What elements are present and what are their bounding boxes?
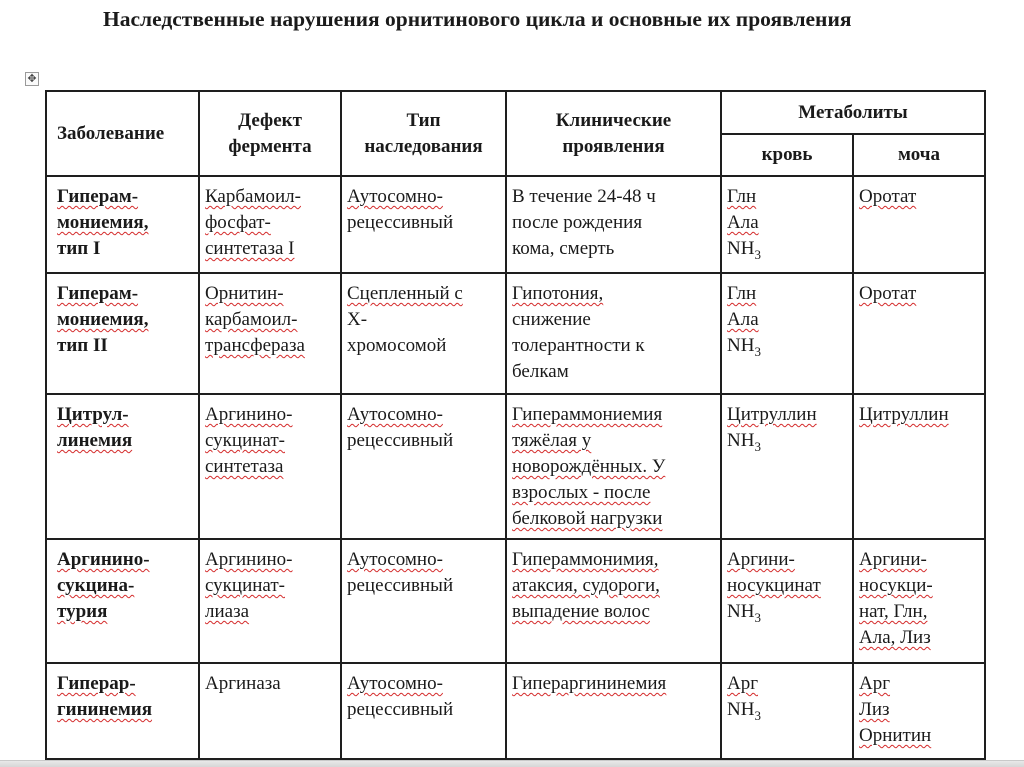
cell-inheritance (341, 273, 506, 394)
cell-line (57, 333, 193, 359)
cell-line (205, 333, 335, 359)
cell-text: носукци- (859, 575, 933, 596)
cell-text: мониемия, (57, 212, 149, 233)
cell-clinical (506, 394, 721, 539)
cell-text: Оротат (859, 283, 917, 304)
cell-line (727, 547, 847, 573)
cell-line (57, 697, 193, 723)
table-row (46, 176, 985, 273)
cell-line (57, 281, 193, 307)
cell-enzyme (199, 176, 341, 273)
cell-line (57, 428, 193, 454)
cell-line (859, 723, 979, 749)
cell-text: Аргиназа (205, 673, 281, 694)
cell-text: трансфераза (205, 335, 305, 356)
cell-line (347, 333, 500, 359)
cell-text: Гипераммонимия, (512, 549, 659, 570)
cell-line (512, 184, 715, 210)
cell-line (57, 671, 193, 697)
cell-text: кома, смерть (512, 238, 615, 259)
cell-text: лиаза (205, 601, 250, 622)
cell-text: рецессивный (347, 699, 454, 720)
table-row (46, 539, 985, 663)
cell-urine (853, 176, 985, 273)
header-enzyme-defect: Дефект фермента (199, 91, 341, 176)
cell-blood (721, 663, 853, 759)
cell-line (57, 236, 193, 262)
header-inheritance-type: Тип наследования (341, 91, 506, 176)
cell-blood (721, 394, 853, 539)
cell-line (727, 281, 847, 307)
cell-line (727, 402, 847, 428)
header-clinical-signs: Клинические проявления (506, 91, 721, 176)
cell-line (859, 547, 979, 573)
cell-line (57, 184, 193, 210)
window-bottom-edge (0, 760, 1024, 767)
cell-text: новорождённых. У (512, 456, 666, 477)
cell-text: Глн (727, 186, 757, 207)
cell-text: толерантности к (512, 335, 645, 356)
header-metabolites: Метаболиты (721, 91, 985, 134)
cell-text: Аутосомно- (347, 404, 443, 425)
cell-line (859, 573, 979, 599)
cell-text: Карбамоил- (205, 186, 301, 207)
cell-disease (46, 539, 199, 663)
cell-line (727, 210, 847, 236)
cell-text: Ала (727, 212, 759, 233)
cell-text: атаксия, судороги, (512, 575, 660, 596)
cell-line (205, 428, 335, 454)
cell-line (727, 671, 847, 697)
cell-blood (721, 176, 853, 273)
cell-line (512, 671, 715, 697)
cell-line (512, 480, 715, 506)
cell-text: нат, Глн, (859, 601, 928, 622)
cell-text: Гиперам- (57, 283, 139, 304)
cell-clinical (506, 663, 721, 759)
cell-enzyme (199, 273, 341, 394)
cell-line: $NH_3$ (727, 699, 761, 723)
cell-line (512, 402, 715, 428)
cell-line (512, 281, 715, 307)
cell-line (859, 625, 979, 651)
cell-line: $NH_3$ (727, 601, 761, 625)
cell-inheritance (341, 394, 506, 539)
header-blood: кровь (721, 134, 853, 176)
cell-line (205, 573, 335, 599)
cell-text: снижение (512, 309, 591, 330)
cell-enzyme (199, 394, 341, 539)
cell-text: взрослых - после (512, 482, 651, 503)
cell-text: Аутосомно- (347, 673, 443, 694)
cell-text: Х- (347, 309, 368, 330)
table-row (46, 273, 985, 394)
cell-text: турия (57, 601, 108, 622)
cell-blood (721, 539, 853, 663)
cell-line (859, 402, 979, 428)
cell-disease (46, 394, 199, 539)
cell-line (57, 210, 193, 236)
cell-text: Цитрул- (57, 404, 129, 425)
cell-line (347, 547, 500, 573)
cell-line (512, 333, 715, 359)
cell-text: тяжёлая у (512, 430, 592, 451)
cell-text: белковой нагрузки (512, 508, 663, 529)
cell-text: фосфат- (205, 212, 271, 233)
cell-line: $NH_3$ (727, 430, 761, 454)
cell-line (57, 547, 193, 573)
cell-enzyme (199, 663, 341, 759)
cell-text: сукцинат- (205, 575, 285, 596)
cell-line (57, 402, 193, 428)
cell-line (347, 307, 500, 333)
cell-text: Гиперам- (57, 186, 139, 207)
cell-line (205, 184, 335, 210)
cell-text: Гиперар- (57, 673, 136, 694)
ornithine-cycle-table (45, 90, 986, 760)
cell-text: гининемия (57, 699, 153, 720)
cell-text: Орнитин (859, 725, 932, 746)
cell-disease (46, 176, 199, 273)
cell-line: $NH_3$ (727, 238, 761, 262)
cell-inheritance (341, 663, 506, 759)
cell-line (512, 573, 715, 599)
cell-text: Лиз (859, 699, 890, 720)
cell-text: Глн (727, 283, 757, 304)
cell-line (347, 402, 500, 428)
cell-text: Орнитин- (205, 283, 284, 304)
cell-urine (853, 394, 985, 539)
cell-text: мониемия, (57, 309, 149, 330)
cell-text: Гипотония, (512, 283, 604, 304)
cell-line (859, 599, 979, 625)
header-disease: Заболевание (46, 91, 199, 176)
cell-text: рецессивный (347, 212, 454, 233)
cell-urine (853, 273, 985, 394)
cell-text: носукцинат (727, 575, 821, 596)
cell-disease (46, 663, 199, 759)
cell-line (57, 599, 193, 625)
cell-line (859, 184, 979, 210)
cell-line (57, 573, 193, 599)
cell-text: сукцинат- (205, 430, 285, 451)
cell-line (347, 184, 500, 210)
cell-text: тип II (57, 335, 108, 356)
cell-text: карбамоил- (205, 309, 298, 330)
cell-text: Цитруллин (859, 404, 949, 425)
cell-text: В течение 24-48 ч (512, 186, 656, 207)
cell-clinical (506, 176, 721, 273)
cell-line (512, 454, 715, 480)
cell-text: Аргини- (859, 549, 927, 570)
table-move-handle-icon[interactable]: ✥ (25, 72, 39, 86)
cell-text: сукцина- (57, 575, 135, 596)
cell-line (347, 210, 500, 236)
cell-line (512, 236, 715, 262)
cell-text: после рождения (512, 212, 643, 233)
cell-line (859, 281, 979, 307)
cell-line (859, 671, 979, 697)
cell-line (727, 573, 847, 599)
cell-text: рецессивный (347, 430, 454, 451)
cell-line (512, 359, 715, 385)
cell-line (205, 454, 335, 480)
cell-line (512, 599, 715, 625)
cell-line (205, 599, 335, 625)
cell-text: Ала (727, 309, 759, 330)
cell-line (347, 428, 500, 454)
cell-line (512, 307, 715, 333)
cell-line (512, 428, 715, 454)
cell-text: Арг (859, 673, 891, 694)
cell-enzyme (199, 539, 341, 663)
cell-line (205, 547, 335, 573)
cell-line (205, 281, 335, 307)
cell-text: Аргинино- (57, 549, 150, 570)
cell-line (57, 307, 193, 333)
cell-clinical (506, 539, 721, 663)
cell-line (347, 697, 500, 723)
cell-text: Аргини- (727, 549, 795, 570)
cell-line (205, 307, 335, 333)
cell-line (512, 210, 715, 236)
cell-clinical (506, 273, 721, 394)
cell-line (205, 210, 335, 236)
cell-line (347, 281, 500, 307)
cell-line (727, 307, 847, 333)
cell-line (205, 671, 335, 697)
cell-line (347, 671, 500, 697)
cell-text: Аргинино- (205, 404, 293, 425)
table-row (46, 663, 985, 759)
cell-text: рецессивный (347, 575, 454, 596)
cell-text: Сцепленный с (347, 283, 463, 304)
cell-line: $NH_3$ (727, 335, 761, 359)
cell-text: Цитруллин (727, 404, 817, 425)
cell-line (205, 402, 335, 428)
cell-line (347, 573, 500, 599)
cell-text: тип I (57, 238, 101, 259)
cell-line (205, 236, 335, 262)
cell-inheritance (341, 176, 506, 273)
cell-text: Гипераммониемия (512, 404, 663, 425)
document-title: Наследственные нарушения орнитинового цикла и основные их проявления (103, 7, 852, 31)
cell-blood (721, 273, 853, 394)
cell-urine (853, 663, 985, 759)
cell-text: Аутосомно- (347, 186, 443, 207)
cell-text: Ала, Лиз (859, 627, 931, 648)
cell-text: Гипераргининемия (512, 673, 667, 694)
cell-text: белкам (512, 361, 569, 382)
cell-line (512, 547, 715, 573)
cell-text: Аргинино- (205, 549, 293, 570)
cell-line (727, 184, 847, 210)
cell-disease (46, 273, 199, 394)
cell-text: Оротат (859, 186, 917, 207)
cell-line (859, 697, 979, 723)
header-urine: моча (853, 134, 985, 176)
cell-text: хромосомой (347, 335, 447, 356)
cell-text: линемия (57, 430, 133, 451)
table-row (46, 394, 985, 539)
cell-text: синтетаза (205, 456, 284, 477)
cell-text: Арг (727, 673, 759, 694)
cell-text: выпадение волос (512, 601, 650, 622)
cell-text: Аутосомно- (347, 549, 443, 570)
cell-inheritance (341, 539, 506, 663)
cell-urine (853, 539, 985, 663)
cell-line (512, 506, 715, 532)
cell-text: синтетаза I (205, 238, 295, 259)
